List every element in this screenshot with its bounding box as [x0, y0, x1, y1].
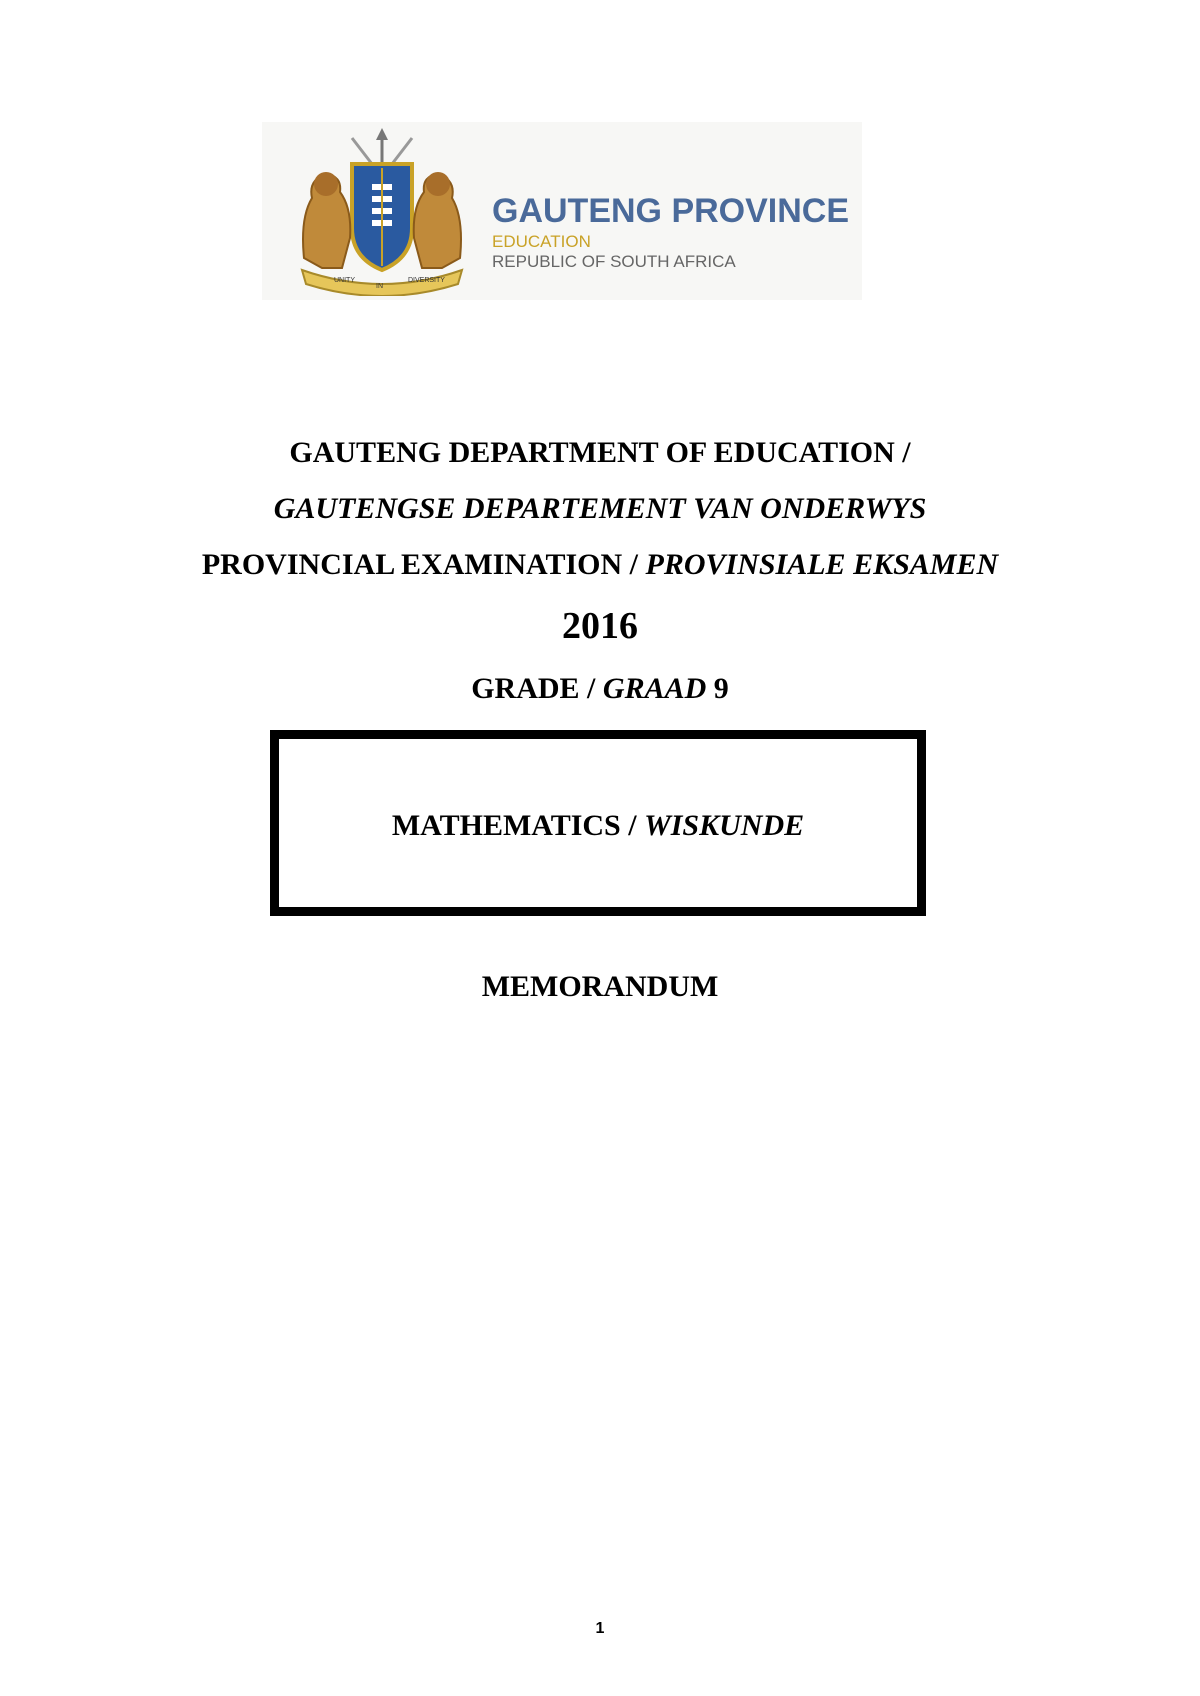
motto-word-3: DIVERSITY	[408, 277, 445, 284]
coat-of-arms-icon	[282, 128, 482, 296]
exam-title-en: PROVINCIAL EXAMINATION /	[201, 548, 646, 581]
exam-title-af: PROVINSIALE EKSAMEN	[645, 548, 999, 581]
subject-af: WISKUNDE	[644, 809, 805, 842]
subject-box	[270, 730, 926, 916]
page-number: 1	[595, 1620, 605, 1637]
department-title-af: GAUTENGSE DEPARTEMENT VAN ONDERWYS	[273, 492, 927, 525]
subject-title	[279, 809, 917, 843]
logo-subtitle-education: EDUCATION	[492, 232, 591, 251]
logo-subtitle-republic: REPUBLIC OF SOUTH AFRICA	[492, 252, 736, 271]
grade-label-af: GRAAD	[602, 672, 707, 705]
exam-title	[0, 548, 1200, 582]
grade-number: 9	[706, 672, 729, 705]
motto-word-1: UNITY	[334, 277, 355, 284]
logo-title: GAUTENG PROVINCE	[492, 192, 850, 230]
grade-line	[0, 672, 1200, 706]
motto-word-2: IN	[376, 283, 383, 290]
grade-label-en: GRADE /	[471, 672, 603, 705]
department-title-en: GAUTENG DEPARTMENT OF EDUCATION /	[289, 436, 911, 469]
document-type: MEMORANDUM	[481, 970, 719, 1003]
subject-en: MATHEMATICS /	[391, 809, 645, 842]
exam-year: 2016	[562, 605, 638, 647]
gauteng-logo	[262, 122, 862, 300]
